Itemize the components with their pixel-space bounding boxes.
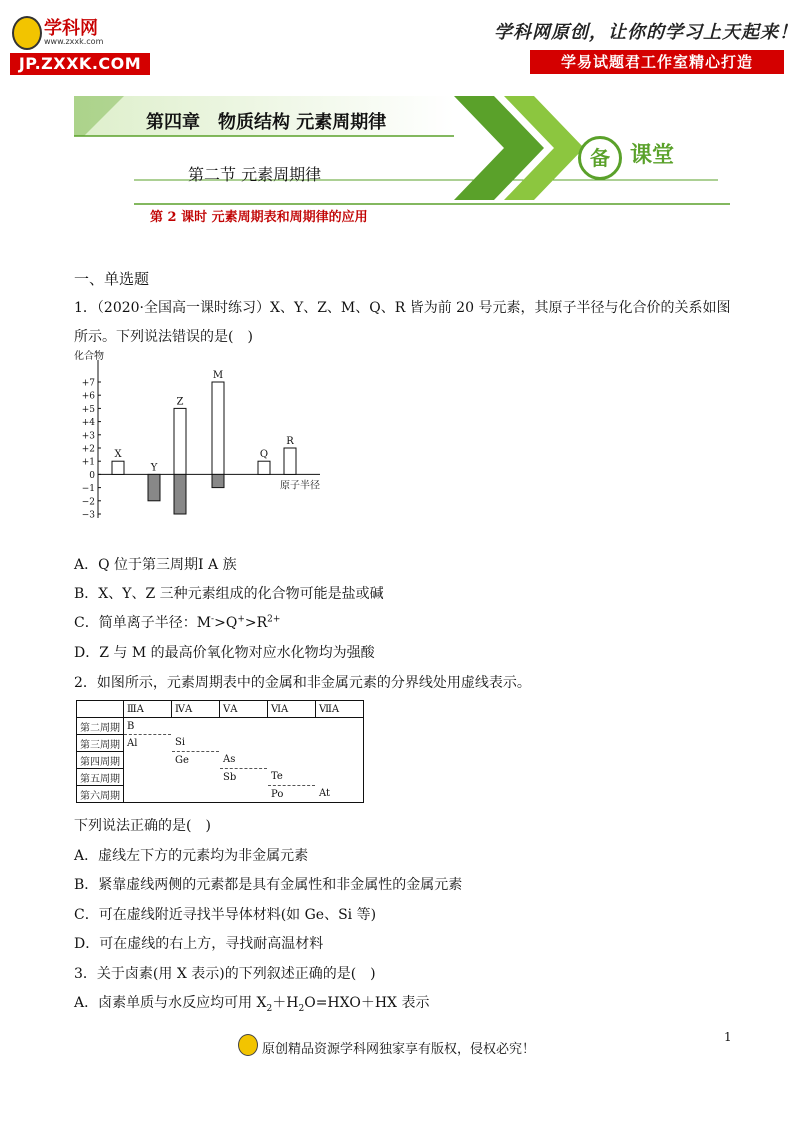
- periodic-table-excerpt: [76, 700, 364, 803]
- table-cell: [172, 786, 220, 803]
- q1-stem-line2: 所示。下列说法错误的是( ): [74, 329, 253, 345]
- y-tick-label: +4: [81, 418, 95, 429]
- y-tick-label: +1: [81, 457, 95, 468]
- y-tick-label: −2: [81, 497, 95, 508]
- table-header: ⅢA: [124, 701, 172, 718]
- bar-label: R: [286, 436, 294, 447]
- table-header: ⅥA: [268, 701, 316, 718]
- q2-stem: 2．如图所示，元素周期表中的金属和非金属元素的分界线处用虚线表示。: [74, 675, 531, 691]
- y-tick-label: −1: [81, 484, 95, 495]
- table-corner: [77, 701, 124, 718]
- table-row-label: 第四周期: [77, 752, 124, 769]
- page-number: 1: [724, 1030, 732, 1044]
- table-cell: [220, 718, 268, 735]
- table-cell: Sb: [223, 771, 237, 783]
- table-cell: [268, 752, 316, 769]
- table-header: ⅦA: [316, 701, 364, 718]
- table-row-label: 第六周期: [77, 786, 124, 803]
- q1-stem-line1: 1．（2020·全国高一课时练习）X、Y、Z、M、Q、R 皆为前 20 号元素，其原子半径与化合价的关系如图: [74, 300, 731, 316]
- bar-label: Q: [259, 449, 269, 461]
- table-cell: Al: [127, 737, 138, 749]
- table-cell: [172, 718, 220, 735]
- table-row-label: 第三周期: [77, 735, 124, 752]
- q1-option-d: D．Z 与 M 的最高价氧化物对应水化物均为强酸: [74, 645, 375, 661]
- logo-name: 学科网: [44, 18, 98, 39]
- table-cell: Po: [268, 786, 316, 803]
- studio-band: 学易试题君工作室精心打造: [530, 50, 784, 74]
- bar-negative: [148, 474, 160, 500]
- bar-label: X: [114, 449, 122, 461]
- x-axis-label: 原子半径: [280, 480, 320, 492]
- y-tick-label: +7: [81, 378, 95, 389]
- table-cell: [316, 735, 364, 752]
- section-title: 第二节 元素周期律: [188, 165, 322, 184]
- table-cell: [172, 769, 220, 786]
- y-tick-label: 0: [89, 470, 95, 481]
- bei-badge: 备: [578, 136, 622, 180]
- bar-positive: [212, 382, 224, 474]
- y-tick-label: +5: [81, 404, 95, 415]
- y-axis-label: 化合物: [74, 351, 104, 362]
- table-cell: B: [124, 718, 172, 735]
- bar-positive: [284, 448, 296, 474]
- table-row-label: 第二周期: [77, 718, 124, 735]
- logo-url-small: www.zxxk.com: [44, 37, 104, 46]
- bar-positive: [112, 461, 124, 474]
- q1-chart: [70, 350, 340, 526]
- logo-domain: JP.ZXXK.COM: [10, 53, 150, 75]
- table-cell: Te: [268, 769, 316, 786]
- section-heading: 一、单选题: [74, 270, 150, 288]
- table-cell: [316, 752, 364, 769]
- table-cell: At: [316, 786, 364, 803]
- chapter-title: 第四章 物质结构 元素周期律: [146, 112, 387, 133]
- q2-option-d: D．可在虚线的右上方，寻找耐高温材料: [74, 936, 324, 952]
- bar-label: M: [212, 370, 224, 381]
- q3-option-a: A．卤素单质与水反应均可用 $X_2+H_2O=HXO+HX$ 表示: [74, 995, 430, 1014]
- table-cell: [220, 735, 268, 752]
- q3-stem: 3．关于卤素(用 X 表示)的下列叙述正确的是( ): [74, 966, 376, 982]
- table-header: ⅣA: [172, 701, 220, 718]
- y-tick-label: −3: [81, 510, 95, 521]
- table-cell: [316, 769, 364, 786]
- q2-ask: 下列说法正确的是( ): [74, 818, 211, 834]
- table-cell: [268, 735, 316, 752]
- q2-option-c: C．可在虚线附近寻找半导体材料(如 Ge、Si 等): [74, 907, 377, 923]
- table-cell: Ge: [175, 754, 189, 766]
- y-tick-label: +6: [81, 391, 95, 402]
- table-cell: [220, 786, 268, 803]
- q2-option-b: B．紧靠虚线两侧的元素都是具有金属性和非金属性的金属元素: [74, 877, 463, 893]
- mascot-icon: [238, 1034, 258, 1056]
- bar-positive: [174, 408, 186, 474]
- y-tick-label: +2: [81, 444, 95, 455]
- q1-option-c: C．简单离子半径：$M^->Q^+>R^{2+}$: [74, 614, 281, 631]
- header-slogan: 学科网原创，让你的学习上天起来！: [494, 22, 798, 43]
- logo-mascot-icon: [12, 16, 42, 50]
- table-cell: [268, 718, 316, 735]
- bar-negative: [174, 474, 186, 514]
- ketang-label: 课堂: [630, 143, 675, 168]
- bar-label: Z: [176, 396, 184, 408]
- table-cell: As: [220, 752, 268, 769]
- bar-negative: [212, 474, 224, 487]
- bar-label: Y: [150, 462, 158, 474]
- q1-option-a: A．Q 位于第三周期Ⅰ A 族: [74, 557, 237, 573]
- table-cell: [124, 769, 172, 786]
- lesson-title: 第 2 课时 元素周期表和周期律的应用: [150, 210, 368, 225]
- q2-option-a: A．虚线左下方的元素均为非金属元素: [74, 848, 309, 864]
- table-cell: [316, 718, 364, 735]
- table-cell: [124, 752, 172, 769]
- table-cell: [124, 786, 172, 803]
- table-header: ⅤA: [220, 701, 268, 718]
- table-row-label: 第五周期: [77, 769, 124, 786]
- copyright-footer: 原创精品资源学科网独家享有版权，侵权必究！: [262, 1042, 536, 1057]
- bar-positive: [258, 461, 270, 474]
- table-cell: Si: [172, 735, 220, 752]
- y-tick-label: +3: [81, 431, 95, 442]
- q1-option-b: B．X、Y、Z 三种元素组成的化合物可能是盐或碱: [74, 586, 384, 602]
